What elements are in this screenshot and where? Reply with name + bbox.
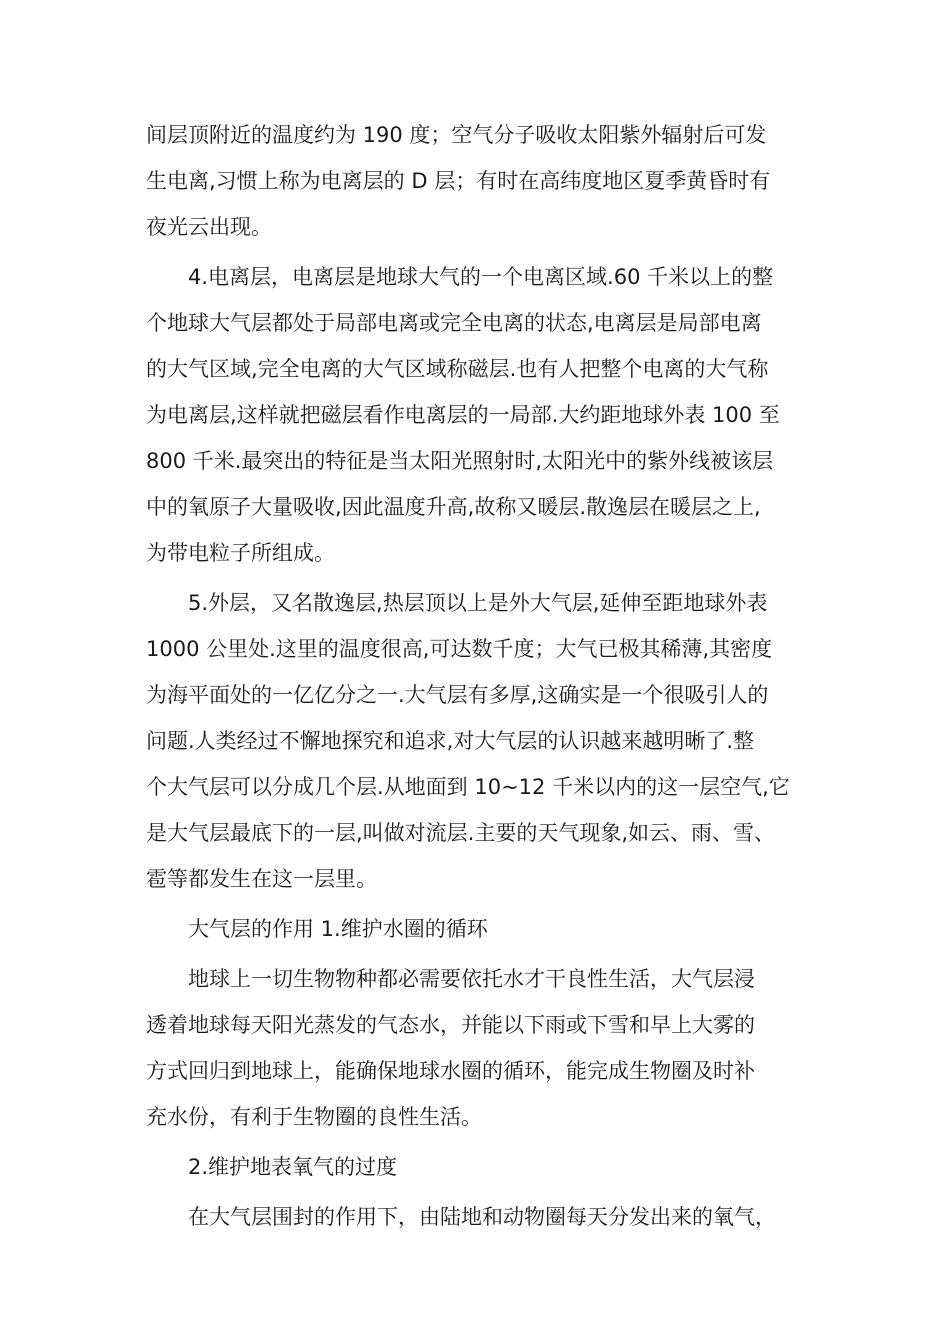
text-line: 1000 公里处.这里的温度很高,可达数千度；大气已极其稀薄,其密度	[146, 637, 773, 661]
text-line: 的大气区域,完全电离的大气区域称磁层.也有人把整个电离的大气称	[146, 357, 769, 381]
text-line: 透着地球每天阳光蒸发的气态水，并能以下雨或下雪和早上大雾的	[146, 1013, 755, 1037]
text-line: 在大气层围封的作用下，由陆地和动物圈每天分发出来的氧气，	[188, 1205, 776, 1229]
section-heading-oxygen	[146, 1144, 826, 1190]
text-line: 4.电离层，电离层是地球大气的一个电离区域.60 千米以上的整	[188, 265, 774, 289]
paragraph-water-cycle	[146, 956, 826, 1140]
text-line: 2.维护地表氧气的过度	[188, 1155, 398, 1179]
text-line: 生电离,习惯上称为电离层的 D 层；有时在高纬度地区夏季黄昏时有	[146, 169, 771, 193]
text-line: 夜光云出现。	[146, 215, 272, 239]
text-line: 间层顶附近的温度约为 190 度；空气分子吸收太阳紫外辐射后可发	[146, 123, 767, 147]
text-line: 中的氧原子大量吸收,因此温度升高,故称又暖层.散逸层在暖层之上,	[146, 495, 761, 519]
text-line: 为带电粒子所组成。	[146, 541, 335, 565]
text-line: 问题.人类经过不懈地探究和追求,对大气层的认识越来越明晰了.整	[146, 729, 755, 753]
paragraph-ionosphere	[146, 254, 826, 576]
paragraph-exosphere	[146, 580, 826, 902]
text-line: 充水份，有利于生物圈的良性生活。	[146, 1105, 482, 1129]
text-line: 个地球大气层都处于局部电离或完全电离的状态,电离层是局部电离	[146, 311, 762, 335]
text-line: 个大气层可以分成几个层.从地面到 10~12 千米以内的这一层空气,它	[146, 775, 790, 799]
text-line: 800 千米.最突出的特征是当太阳光照射时,太阳光中的紫外线被该层	[146, 449, 774, 473]
text-line: 为电离层,这样就把磁层看作电离层的一局部.大约距地球外表 100 至	[146, 403, 780, 427]
text-line: 为海平面处的一亿亿分之一.大气层有多厚,这确实是一个很吸引人的	[146, 683, 769, 707]
text-line: 大气层的作用 1.维护水圈的循环	[188, 917, 488, 941]
text-line: 雹等都发生在这一层里。	[146, 867, 377, 891]
text-line: 是大气层最底下的一层,叫做对流层.主要的天气现象,如云、雨、雪、	[146, 821, 776, 845]
section-heading-atmosphere-role	[146, 906, 826, 952]
document-body	[146, 112, 826, 1240]
paragraph-oxygen	[146, 1194, 826, 1240]
text-line: 地球上一切生物物种都必需要依托水才干良性生活，大气层浸	[188, 967, 755, 991]
text-line: 方式回归到地球上，能确保地球水圈的循环，能完成生物圈及时补	[146, 1059, 755, 1083]
paragraph-mesosphere-continuation	[146, 112, 826, 250]
text-line: 5.外层，又名散逸层,热层顶以上是外大气层,延伸至距地球外表	[188, 591, 768, 615]
